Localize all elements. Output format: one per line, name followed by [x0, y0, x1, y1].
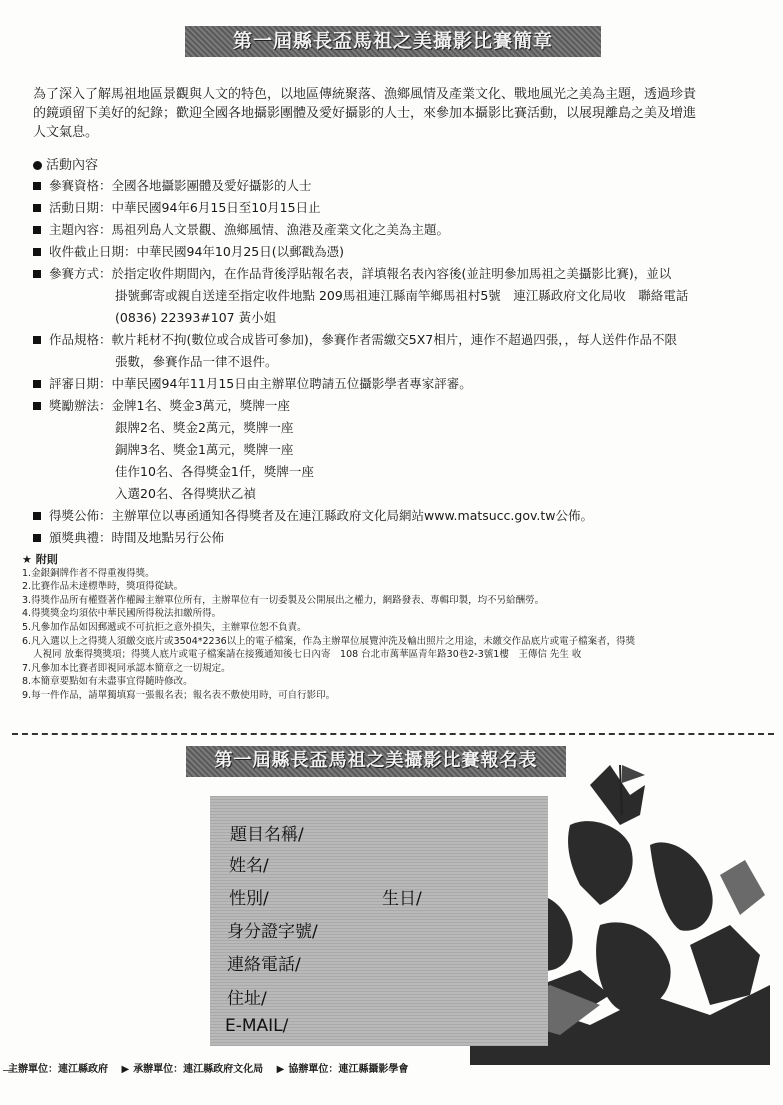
form-title: 第一屆縣長盃馬祖之美攝影比賽報名表	[214, 750, 538, 771]
item-label: 主題內容：	[49, 222, 112, 237]
work-title-field[interactable]: 題目名稱/	[230, 825, 304, 845]
award-line: 銀牌2名、獎金2萬元，獎牌一座	[115, 420, 294, 435]
note-line: 7.凡參加本比賽者即視同承認本簡章之一切規定。	[22, 662, 231, 674]
item-method	[33, 263, 763, 285]
triangle-icon: ▶	[121, 1064, 130, 1075]
item-announcement	[33, 505, 763, 527]
item-value: 主辦單位以專函通知各得獎者及在連江縣政府文化局網站www.matsucc.gov.tw公佈。	[111, 508, 594, 523]
square-bullet-icon	[33, 248, 41, 256]
note-line: 1.金銀銅牌作者不得重複得獎。	[22, 567, 155, 579]
square-bullet-icon	[33, 534, 41, 542]
intro-line: 為了深入了解馬祖地區景觀與人文的特色，以地區傳統聚落、漁鄉風情及產業文化、戰地風光之美為主題，透過珍貴	[33, 87, 697, 102]
square-bullet-icon	[33, 380, 41, 388]
square-bullet-icon	[33, 402, 41, 410]
item-ceremony	[33, 527, 763, 549]
item-value: 時間及地點另行公佈	[111, 530, 225, 545]
award-line: 入選20名、各得獎狀乙禎	[115, 486, 256, 501]
item-label: 收件截止日期：	[49, 244, 137, 259]
intro-line: 人文氣息。	[33, 125, 99, 140]
square-bullet-icon	[33, 226, 41, 234]
note-line: 人視同 放棄得獎獎項；得獎人底片或電子檔案請在接獲通知後七日內寄 108 台北市萬華區青年路30巷2-3號1樓 王傳信 先生 收	[33, 649, 582, 661]
note-line: 6.凡入選以上之得獎人須繳交底片或3504*2236以上的電子檔案，作為主辦單位展覽沖洗及輸出照片之用途，未繳交作品底片或電子檔案者，得獎	[22, 635, 636, 647]
square-bullet-icon	[33, 204, 41, 212]
item-value: 於指定收件期間內，在作品背後浮貼報名表，詳填報名表內容後(並註明參加馬祖之美攝影比賽)，並以	[111, 266, 672, 281]
item-value: 中華民國94年6月15日至10月15日止	[111, 200, 321, 215]
item-label: 頒獎典禮：	[49, 530, 112, 545]
note-line: 4.得獎獎金均須依中華民國所得稅法扣繳所得。	[22, 608, 222, 620]
brochure-title: 第一屆縣長盃馬祖之美攝影比賽簡章	[232, 30, 553, 52]
item-dates	[33, 197, 763, 219]
note-line: 3.得獎作品所有權暨著作權歸主辦單位所有，主辦單位有一切委製及公開展出之權力，網路發表、專輯印製，均不另給酬勞。	[22, 594, 545, 606]
item-eligibility	[33, 175, 763, 197]
item-value: 全國各地攝影團體及愛好攝影的人士	[111, 178, 312, 193]
note-line: 5.凡參加作品如因郵遞或不可抗拒之意外損失，主辦單位恕不負責。	[22, 621, 307, 633]
name-field[interactable]: 姓名/	[229, 856, 269, 876]
item-value: 中華民國94年11月15日由主辦單位聘請五位攝影學者專家評審。	[111, 376, 472, 391]
address-field[interactable]: 住址/	[227, 989, 267, 1009]
item-label: 參賽資格：	[49, 178, 112, 193]
bullet-icon	[33, 161, 42, 170]
intro-line: 的鏡頭留下美好的紀錄；歡迎全國各地攝影團體及愛好攝影的人士，來參加本攝影比賽活動，以展現離島之美及增進	[33, 106, 697, 121]
item-theme	[33, 219, 763, 241]
activity-items	[33, 175, 763, 549]
gender-field[interactable]: 性別/	[229, 889, 269, 909]
brochure-title-banner	[185, 26, 601, 57]
note-line: 2.比賽作品未達標準時，獎項得從缺。	[22, 581, 184, 593]
item-spec	[33, 329, 763, 351]
notes-section	[22, 553, 767, 703]
section-title: 活動內容	[46, 158, 99, 173]
note-line: 8.本簡章要點如有未盡事宜得隨時修改。	[22, 676, 193, 688]
item-judging	[33, 373, 763, 395]
section-heading	[33, 154, 98, 173]
host-credit: 主辦單位：連江縣政府	[8, 1064, 108, 1075]
square-bullet-icon	[33, 336, 41, 344]
item-label: 活動日期：	[49, 200, 112, 215]
item-value: 馬祖列島人文景觀、漁鄉風情、漁港及產業文化之美為主題。	[111, 222, 450, 237]
square-bullet-icon	[33, 270, 41, 278]
award-line: 佳作10名、各得獎金1仟，獎牌一座	[115, 464, 314, 479]
id-number-field[interactable]: 身分證字號/	[227, 922, 318, 942]
item-label: 作品規格：	[49, 332, 112, 347]
note-line: 9.每一件作品，請單獨填寫一張報名表；報名表不敷使用時，可自行影印。	[22, 689, 336, 701]
footer-credits	[8, 1060, 408, 1075]
triangle-icon: ▶	[276, 1064, 285, 1075]
item-label: 參賽方式：	[49, 266, 112, 281]
item-value: 金牌1名、獎金3萬元，獎牌一座	[111, 398, 290, 413]
item-awards	[33, 395, 763, 417]
item-value: 中華民國94年10月25日(以郵戳為憑)	[136, 244, 344, 259]
item-label: 得獎公佈：	[49, 508, 112, 523]
cut-line	[12, 733, 774, 735]
item-spec-cont: 張數，參賽作品一律不退件。	[115, 354, 278, 369]
item-method-cont: 掛號郵寄或親自送達至指定收件地點 209馬祖連江縣南竿鄉馬祖村5號 連江縣政府文化局收 聯絡電話	[115, 288, 689, 303]
item-label: 獎勵辦法：	[49, 398, 112, 413]
co-organizer-credit: 協辦單位：連江縣攝影學會	[288, 1064, 409, 1075]
square-bullet-icon	[33, 512, 41, 520]
item-label: 評審日期：	[49, 376, 112, 391]
item-value: 軟片耗材不拘(數位或合成皆可參加)，參賽作者需繳交5X7相片，連作不超過四張，，每人送件作品不限	[111, 332, 677, 347]
organizer-credit: 承辦單位：連江縣政府文化局	[133, 1064, 264, 1075]
intro-paragraph	[33, 85, 751, 142]
award-line: 銅牌3名、獎金1萬元，獎牌一座	[115, 442, 294, 457]
item-deadline	[33, 241, 763, 263]
phone-field[interactable]: 連絡電話/	[227, 955, 301, 975]
notes-heading: ★ 附則	[22, 553, 58, 566]
item-method-cont: (0836) 22393#107 黃小姐	[115, 310, 277, 325]
square-bullet-icon	[33, 182, 41, 190]
birthday-field[interactable]: 生日/	[382, 889, 422, 909]
email-field[interactable]: E-MAIL/	[225, 1016, 289, 1036]
